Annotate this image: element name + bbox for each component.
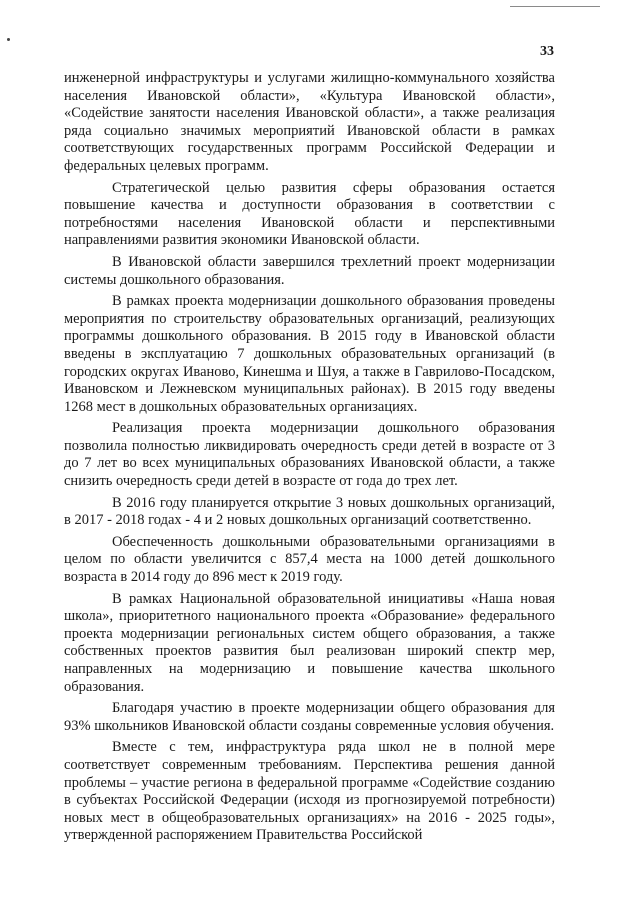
scan-artifact-line [510, 6, 600, 7]
paragraph-national-initiative: В рамках Национальной образовательной инициативы «Наша новая школа», приоритетного национального проекта «Образование» федерального проекта модернизации региональных систем общего образования, а также собственных проектов развития был реализован широкий спектр мер, направленных на модернизацию и повышение качества школьного образования. [64, 590, 555, 695]
paragraph-preschool-construction: В рамках проекта модернизации дошкольного образования проведены мероприятия по строительству образовательных организаций, реализующих программы дошкольного образования. В 2015 году в Ивановской области введены в эксплуатацию 7 дошкольных образовательных организаций (в городских округах Иваново, Кинешма и Шуя, а также в Гаврилово-Посадском, Ивановском и Лежневском муниципальных районах). В 2015 году введены 1268 мест в дошкольных образовательных организациях. [64, 293, 555, 415]
paragraph-preschool-project-completed: В Ивановской области завершился трехлетний проект модернизации системы дошкольного образования. [64, 253, 555, 288]
paragraph-infrastructure-issues: Вместе с тем, инфраструктура ряда школ не в полной мере соответствует современным требованиям. Перспектива решения данной проблемы – участие региона в федеральной программе «Содействие созданию в субъектах Российской Федерации (исходя из прогнозируемой потребности) новых мест в общеобразовательных организациях» на 2016 - 2025 годы», утвержденной распоряжением Правительства Российской [64, 739, 555, 844]
paragraph-strategic-goal: Стратегической целью развития сферы образования остается повышение качества и доступности образования в соответствии с потребностями населения Ивановской области и перспективными направлениями развития экономики Ивановской области. [64, 179, 555, 249]
page-number: 33 [540, 44, 554, 59]
paragraph-provision-rate: Обеспеченность дошкольными образовательными организациями в целом по области увеличится с 857,4 места на 1000 детей дошкольного возраста в 2014 году до 896 мест к 2019 году. [64, 533, 555, 586]
scan-artifact-dot [7, 38, 10, 41]
paragraph-new-organizations-plan: В 2016 году планируется открытие 3 новых дошкольных организаций, в 2017 - 2018 годах - 4 и 2 новых дошкольных организаций соответственно. [64, 494, 555, 529]
paragraph-continuation: инженерной инфраструктуры и услугами жилищно-коммунального хозяйства населения Ивановской области», «Культура Ивановской области», «Содействие занятости населения Ивановской области», а также реализация ряда социально значимых мероприятий Ивановской области в рамках соответствующих государственных программ Российской Федерации и федеральных целевых программ. [64, 70, 555, 174]
paragraph-queue-eliminated: Реализация проекта модернизации дошкольного образования позволила полностью ликвидировать очередность среди детей в возрасте от 3 до 7 лет во всех муниципальных образованиях Ивановской области, а также снизить очередность среди детей в возрасте от года до трех лет. [64, 420, 555, 490]
document-body [64, 70, 555, 849]
paragraph-modern-conditions: Благодаря участию в проекте модернизации общего образования для 93% школьников Ивановской области созданы современные условия обучения. [64, 700, 555, 734]
